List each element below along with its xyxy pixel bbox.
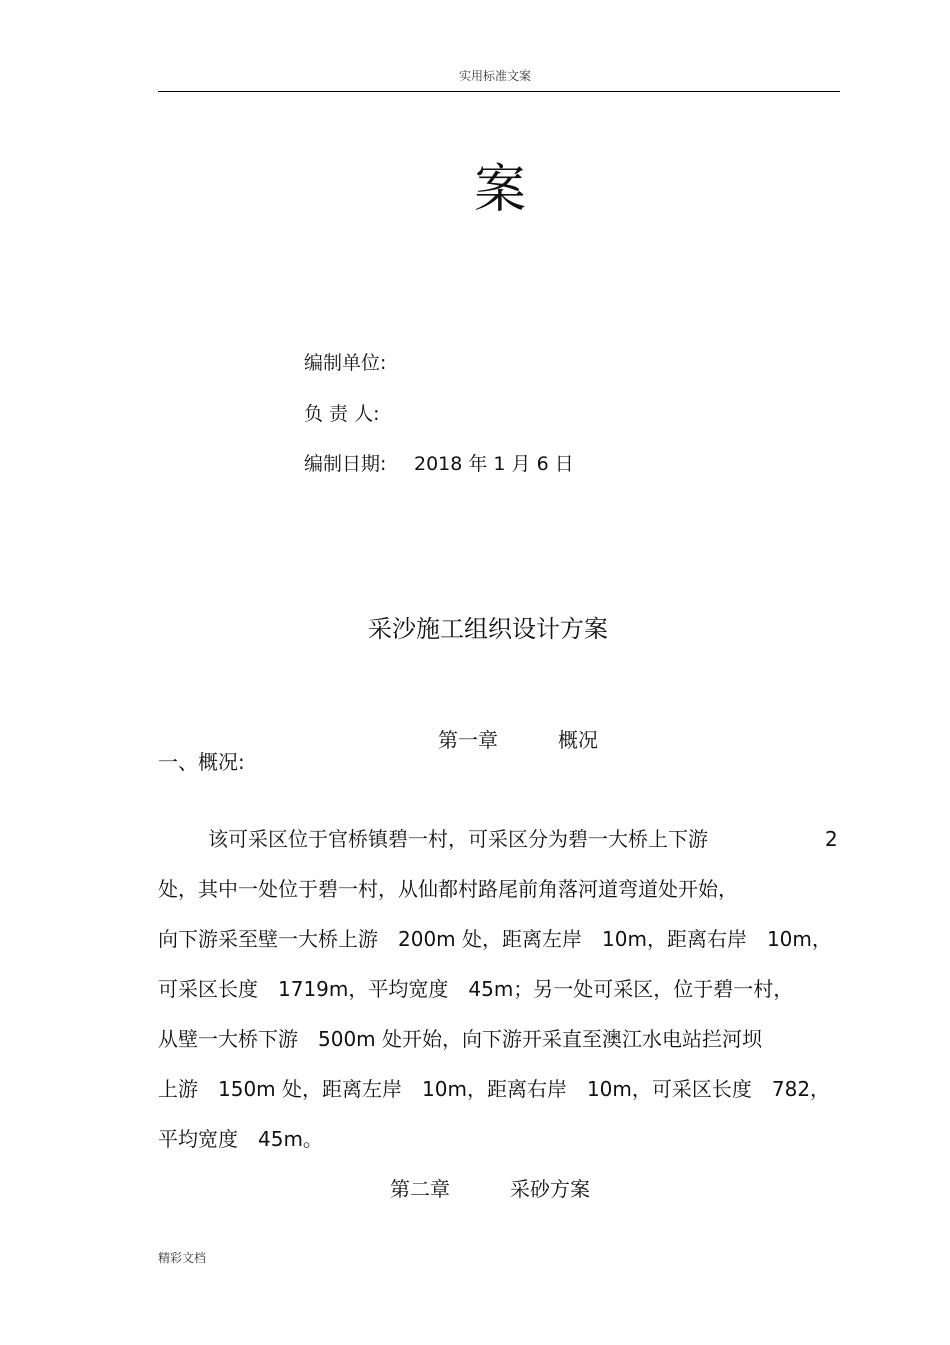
paragraph-line: 向下游采至壁一大桥上游 200m 处，距离左岸 10m，距离右岸 10m，: [158, 927, 832, 951]
paragraph-line: 从壁一大桥下游 500m 处开始，向下游开采直至澳江水电站拦河坝: [158, 1027, 763, 1051]
paragraph-line: 2: [825, 827, 838, 851]
cover-title-fragment: 案: [473, 160, 526, 220]
chapter-1-name: 概况: [558, 728, 598, 752]
page-header: 实用标准文案: [458, 69, 531, 83]
compile-date-label: 编制日期:: [304, 453, 387, 475]
compiling-unit-label: 编制单位:: [304, 352, 387, 374]
chapter-2-number: 第二章: [390, 1177, 450, 1201]
header-divider: [158, 91, 840, 92]
compile-date-value: 2018 年 1 月 6 日: [414, 453, 574, 475]
chapter-2-name: 采砂方案: [510, 1177, 590, 1201]
paragraph-line: 该可采区位于官桥镇碧一村，可采区分为碧一大桥上下游: [208, 827, 708, 851]
page-footer: 精彩文档: [158, 1251, 207, 1265]
paragraph-line: 处，其中一处位于碧一村，从仙都村路尾前角落河道弯道处开始，: [158, 877, 738, 901]
paragraph-line: 上游 150m 处，距离左岸 10m，距离右岸 10m，可采区长度 782，: [158, 1077, 831, 1101]
paragraph-line: 平均宽度 45m。: [158, 1127, 323, 1151]
responsible-person-label: 负 责 人:: [304, 403, 380, 425]
section-heading: 一、概况:: [158, 750, 245, 774]
document-title: 采沙施工组织设计方案: [368, 615, 608, 643]
chapter-1-number: 第一章: [438, 728, 498, 752]
paragraph-line: 可采区长度 1719m，平均宽度 45m；另一处可采区，位于碧一村，: [158, 977, 794, 1001]
